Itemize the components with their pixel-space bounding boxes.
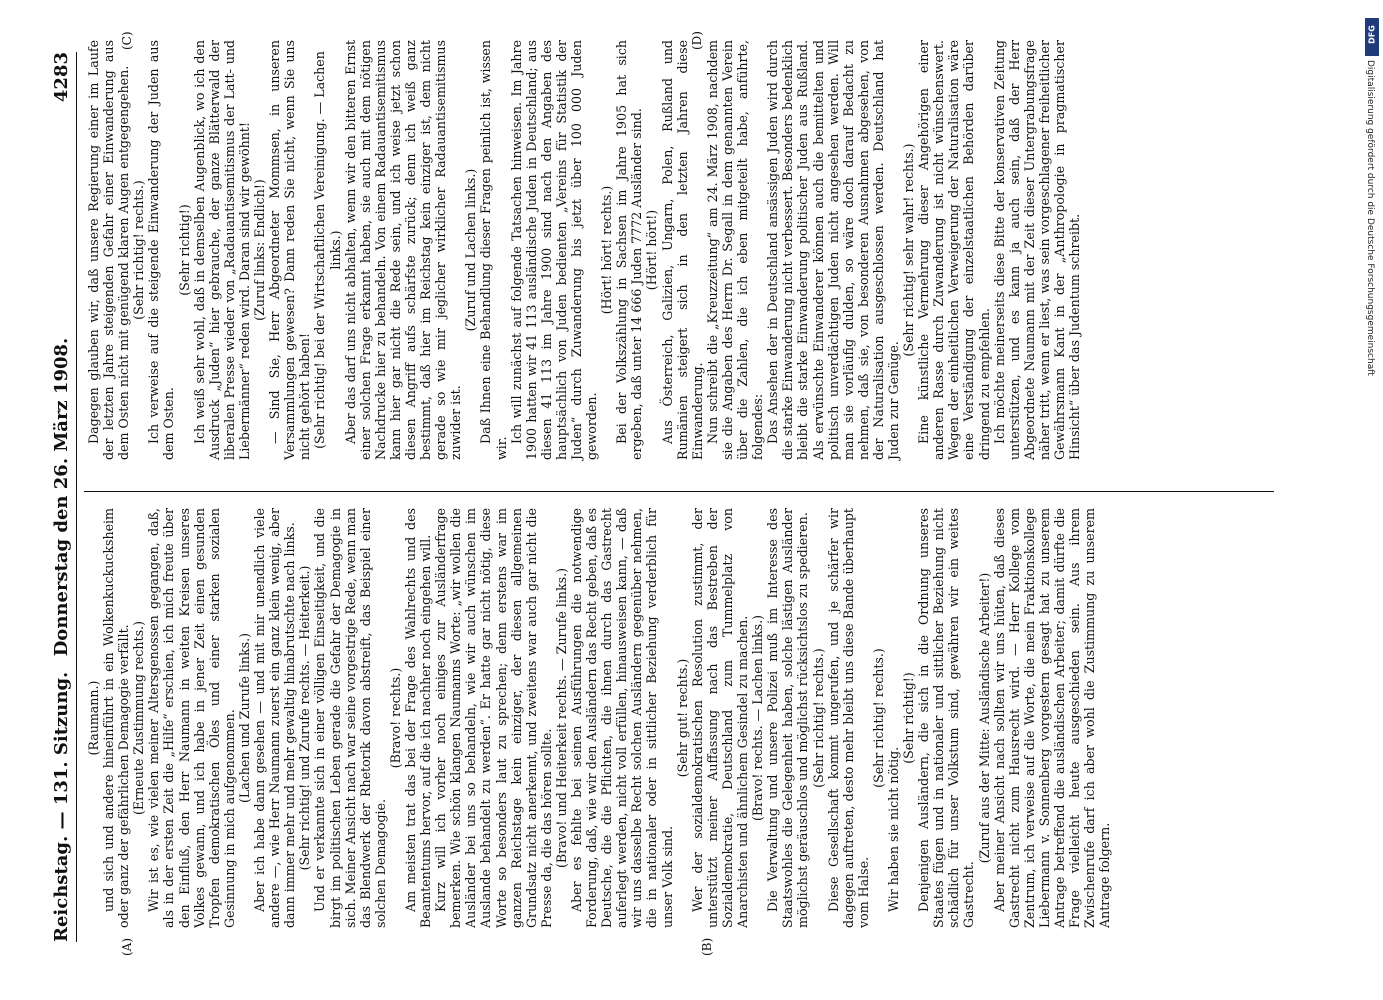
- paragraph: (Bravo! rechts. — Lachen links.): [750, 615, 766, 822]
- paragraph: Aber ich habe dann gesehen — und mit mir unendlich viele andere —, wie Herr Naumann zuerst ein ganz klein wenig, aber dann immer mehr und mehr gewaltig hinabrutschte nach links.: [252, 508, 298, 928]
- paragraph: (Sehr richtig! rechts.): [131, 180, 147, 320]
- margin-marker-d: (D): [690, 31, 704, 50]
- paragraph: (Sehr richtig!): [901, 672, 917, 764]
- paragraph: (Sehr gut! rechts.): [674, 658, 690, 778]
- paragraph: Nun schreibt die „Kreuzzeitung“ am 24. März 1908, nachdem sie die Angaben des Herrn Dr. Segall in dem genannten Verein über die Zahlen, die ich eben mitgeteilt habe, anführte, folgendes:: [704, 40, 766, 460]
- paragraph: Ich möchte meinerseits diese Bitte der konservativen Zeitung unterstützen, und es kann ja auch sein, daß der Herr Abgeordnete Naumann mit der Zeit dieser Untergrabungsfrage näher tritt, wenn er liest, was sein vorgeschlagener freiheitlicher Gewährsmann Kant in der „Anthropologie in pragmatischer Hinsicht“ über das Judentum schreibt.: [991, 40, 1083, 460]
- paragraph: (Sehr richtig! bei der Wirtschaftlichen Vereinigung. — Lachen links.): [312, 51, 343, 449]
- right-text-column: [86, 40, 1082, 460]
- paragraph: (Sehr richtig! rechts.): [810, 648, 826, 788]
- dfg-logo: [1365, 18, 1381, 58]
- paragraph: (Hört! hört! rechts.): [599, 185, 615, 315]
- paragraph: Wir ist es, wie vielen meiner Altersgenossen gegangen, daß, als in der ersten Zeit die „Hilfe“ erschien, ich mich freute über den Einfluß, den Herr Naumann in weiten Kreisen unseres Volkes gewann, und ich habe in jener Zeit einen gesunden Tropfen demokratischen Öles und einer starken sozialen Gesinnung in mich aufgenommen.: [146, 508, 237, 928]
- paragraph: (Sehr richtig! sehr wahr! rechts.): [901, 143, 917, 357]
- paragraph: Ich will zunächst auf folgende Tatsachen hinweisen. Im Jahre 1900 hatten wir 41 113 ausländische Juden in Deutschland; aus diesen 41 113 im Jahre 1900 sind nach den Angaben des hauptsächlich von Juden bedienten „Vereins für Statistik der Juden“ durch Zuwanderung bis jetzt über 100 000 Juden geworden.: [508, 40, 600, 460]
- paragraph: Die Verwaltung und unsere Polizei muß im Interesse des Staatswohles die Gelegenheit haben, solche lästigen Ausländer möglichst geräuschlos und möglichst rücksichtslos zu spedieren.: [765, 508, 811, 928]
- paragraph: Aber das darf uns nicht abhalten, wenn wir den bitteren Ernst einer solchen Frage erkannt haben, sie auch mit dem nötigen Nachdrucke hier zu behandeln. Von einem Radauantisemitismus kann hier gar nicht die Rede sein, und ich weise jetzt schon diesen Angriff aufs schärfste zurück; denn ich weiß ganz bestimmt, daß hier im Reichstag kein einziger ist, dem nicht gerade so wie mir jeglicher wirklicher Radauantisemitismus zuwider ist.: [342, 40, 464, 460]
- paragraph: (Lachen und Zurufe links.): [236, 632, 252, 804]
- paragraph: — Sind Sie, Herr Abgeordneter Mommsen, in unseren Versammlungen gewesen? Dann reden Sie nicht, wenn Sie uns nicht gehört haben!: [267, 40, 313, 460]
- page-header: [42, 52, 77, 942]
- paragraph: Denjenigen Ausländern, die sich in die Ordnung unseres Staates fügen und in nationaler und sittlicher Beziehung nicht schädlich für unser Volkstum sind, gewähren wir ein weites Gastrecht.: [916, 508, 977, 928]
- paragraph: (Sehr richtig! rechts.): [870, 648, 886, 788]
- paragraph: (Zuruf und Lachen links.): [463, 168, 479, 332]
- paragraph: (Zuruf aus der Mitte: Ausländische Arbeiter!): [976, 572, 992, 864]
- paragraph: Diese Gesellschaft kommt ungerufen, und je schärfer wir dagegen auftreten, desto mehr bleibt uns diese Bande überhaupt vom Halse.: [825, 508, 871, 928]
- paragraph: Ich verweise auf die steigende Einwanderung der Juden aus dem Osten.: [146, 40, 177, 460]
- left-text-column: [86, 508, 1112, 928]
- paragraph: Aus Österreich, Galizien, Ungarn, Polen, Rußland und Rumänien steigert sich in den letzten Jahren diese Einwanderung.: [659, 40, 705, 460]
- margin-marker-a: (A): [120, 937, 134, 956]
- paragraph: Am meisten trat das bei der Frage des Wahlrechts und des Beamtentums hervor, auf die ich nachher noch eingehen will.: [402, 508, 434, 928]
- paragraph: Aber es fehlte bei seinen Ausführungen die notwendige Forderung, daß, wie wir den Ausländern das Recht geben, daß es Deutsche, die die Pflichten, die ihnen durch das Gastrecht auferlegt werden, nicht voll erfüllen, hinausweisen kann, — daß wir uns dasselbe Recht solchen Ausländern gegenüber nehmen, die in nationaler oder in sittlicher Beziehung verderblich für unser Volk sind.: [569, 508, 675, 928]
- paragraph: und sich und andere hineinführt in ein Wolkenkuckucksheim oder ganz der gefährlichen Demagogie verfällt.: [101, 508, 132, 928]
- paragraph: (Sehr richtig!): [176, 204, 192, 296]
- paragraph: (Sehr richtig! und Zurufe rechts. — Heiterkeit.): [297, 565, 313, 871]
- paragraph: Bei der Volkszählung in Sachsen im Jahre 1905 hat sich ergeben, daß unter 14 666 Juden 7772 Ausländer sind.: [614, 40, 645, 460]
- paragraph: Das Ansehen der in Deutschland ansässigen Juden wird durch die starke Einwanderung nicht verbessert. Besonders bedenklich bleibt die starke Einwanderung politischer Juden aus Rußland. Als erwünschte Einwanderer können auch die bemittelten und politisch unverdächtigen Juden nicht angesehen werden. Will man sie vorläufig dulden, so wäre doch darauf Bedacht zu nehmen, daß sie, von besonderen Ausnahmen abgesehen, von der Naturalisation ausgeschlossen werden. Deutschland hat Juden zur Genüge.: [765, 40, 901, 460]
- paragraph: Eine künstliche Vermehrung dieser Angehörigen einer anderen Rasse durch Zuwanderung ist nicht wünschenswert. Wegen der einheitlichen Verweigerung der Naturalisation wäre eine Verständigung der einzelstaatlichen Behörden darüber dringend zu empfehlen.: [916, 40, 992, 460]
- header-session: Reichstag. — 131. Sitzung.: [51, 671, 72, 942]
- column-divider: [84, 491, 1274, 492]
- header-date: Donnerstag den 26. März 1908.: [51, 337, 72, 657]
- paragraph: Wir haben sie nicht nötig.: [885, 746, 901, 912]
- paragraph: Kurz will ich vorher noch einiges zur Ausländerfrage bemerken. Wie schön klangen Naumanns Worte: „wir wollen die Ausländer bei uns so behandeln, wie wir auch wünschen im Auslande behandelt zu werden“. Er hatte gar nicht nötig, diese Worte so besonders laut zu sprechen; denn erstens war im ganzen Reichstage kein einziger, der diesen allgemeinen Grundsatz nicht anerkennt, und zweitens war auch gar nicht die Presse da, die das hören sollte.: [433, 508, 554, 928]
- paragraph: (Hört! hört!): [644, 209, 660, 291]
- paragraph: Daß Ihnen eine Behandlung dieser Fragen peinlich ist, wissen wir.: [478, 40, 509, 460]
- paragraph: Aber meiner Ansicht nach sollten wir uns hüten, daß dieses Gastrecht nicht zum Hausrecht wird. — Herr Kollege vom Zentrum, ich verweise auf die Worte, die mein Fraktionskollege Liebermann v. Sonnenberg vorgestern gesagt hat zu unserem Antrage betreffend die ausländischen Arbeiter; damit dürfte die Frage vielleicht heute ausgeschieden sein. Aus ihrem Zwischenrufe darf ich aber wohl die Zustimmung zu unserem Antrage folgern.: [991, 508, 1113, 928]
- paragraph: Dagegen glauben wir, daß unsere Regierung einer im Laufe der letzten Jahre steigenden Gefahr einer Einwanderung aus dem Osten nicht mit genügend klaren Augen entgegengehen.: [86, 40, 132, 460]
- digitization-credit: Digitalisierung gefördert durch die Deutsche Forschungsgemeinschaft: [1365, 60, 1375, 376]
- paragraph: (Raumann.): [86, 680, 101, 756]
- paragraph: (Zuruf links: Endlich!): [252, 179, 268, 321]
- paragraph: Und er verkannte sich in einer völligen Einseitigkeit, und die birgt im politischen Leben gerade die Gefahr der Demagogie in sich. Meiner Ansicht nach war seine vorgestrige Rede, wenn man das Blendwerk der Rhetorik davon abstreift, das Beispiel einer solchen Demagogie.: [312, 508, 388, 928]
- margin-marker-c: (C): [120, 31, 134, 50]
- paragraph: (Bravo! rechts.): [387, 667, 403, 769]
- paragraph: Wer der sozialdemokratischen Resolution zustimmt, der unterstützt meiner Auffassung nach das Bestreben der Sozialdemokratie, Deutschland zum Tummelplatz von Anarchisten und ähnlichem Gesindel zu machen.: [689, 508, 751, 928]
- header-page-number: 4283: [51, 52, 72, 103]
- paragraph: Ich weiß sehr wohl, daß in demselben Augenblick, wo ich den Ausdruck „Juden“ hier gebrauche, der ganze Blätterwald der liberalen Presse wieder von „Radauantisemitismus der Latt- und Liebermänner“ reden wird. Daran sind wir gewöhnt!: [191, 40, 252, 460]
- paragraph: (Erneute Zustimmung rechts.): [131, 621, 147, 815]
- dfg-logo-text: DFG: [1367, 25, 1377, 44]
- paragraph: (Bravo! und Heiterkeit rechts. — Zurufe links.): [553, 568, 569, 868]
- margin-marker-b: (B): [700, 937, 714, 956]
